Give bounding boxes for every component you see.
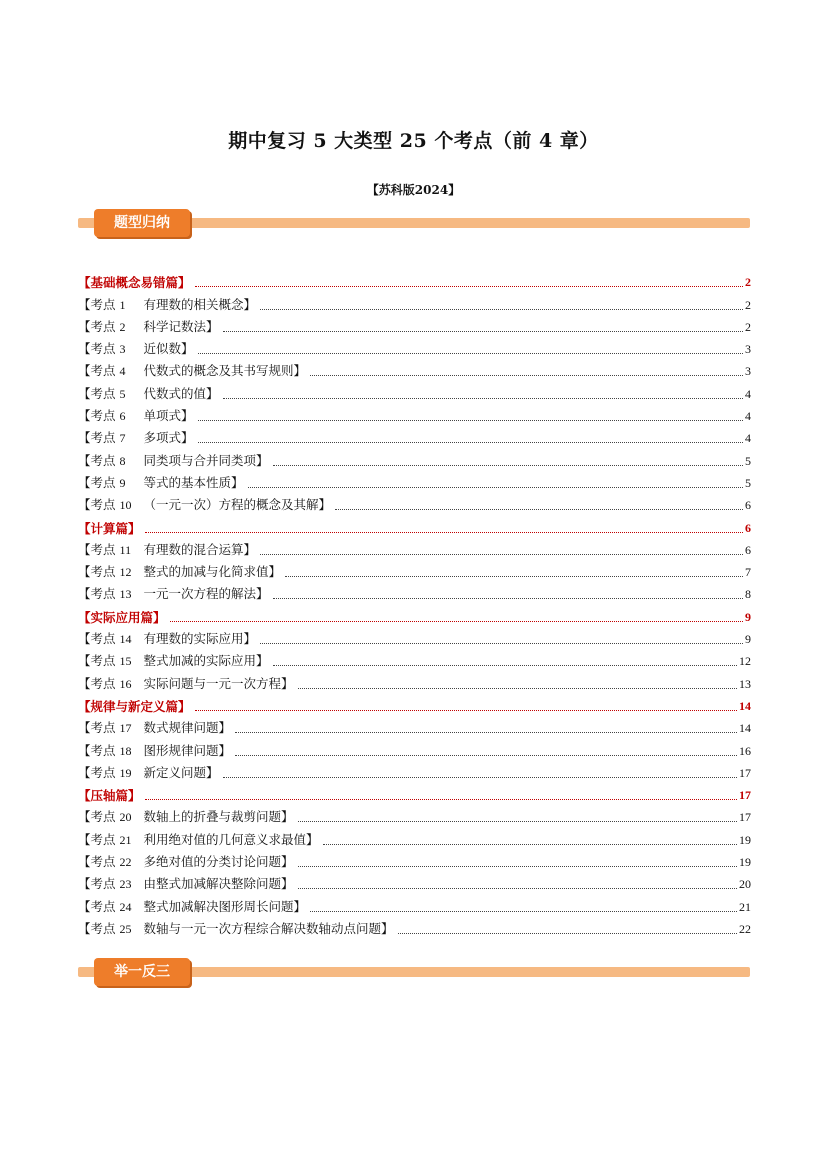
toc-item-prefix: 【考点 <box>78 452 116 468</box>
toc-leader-dots <box>298 887 737 889</box>
toc-page-number: 16 <box>739 743 751 758</box>
toc-leader-dots <box>260 308 743 310</box>
toc-item-row[interactable] <box>78 825 751 847</box>
toc-item-row[interactable] <box>78 848 751 870</box>
banner-label: 举一反三 <box>94 958 190 986</box>
toc-item-number: 20 <box>119 810 132 825</box>
toc-item-label <box>78 542 256 558</box>
toc-item-prefix: 【考点 <box>78 764 116 780</box>
toc-item-number: 8 <box>119 453 126 468</box>
toc-item-label <box>78 720 231 736</box>
toc-leader-dots <box>145 798 737 800</box>
toc-item-label <box>78 497 331 513</box>
toc-leader-dots <box>195 285 743 287</box>
toc-page-number: 17 <box>739 788 751 803</box>
toc-item-number: 11 <box>119 542 132 557</box>
toc-item-text: 同类项与合并同类项】 <box>143 452 269 468</box>
toc-item-prefix: 【考点 <box>78 296 116 312</box>
toc-item-row[interactable] <box>78 759 751 781</box>
toc-item-number: 2 <box>119 319 126 334</box>
toc-category-row[interactable] <box>78 781 751 803</box>
toc-item-text: 实际问题与一元一次方程】 <box>143 675 294 691</box>
toc-item-row[interactable] <box>78 290 751 312</box>
toc-page-number: 3 <box>745 364 751 379</box>
toc-item-number: 18 <box>119 743 132 758</box>
toc-item-row[interactable] <box>78 536 751 558</box>
toc-leader-dots <box>298 865 737 867</box>
toc-item-number: 3 <box>119 342 126 357</box>
toc-page-number: 5 <box>745 453 751 468</box>
toc-page-number: 14 <box>739 721 751 736</box>
toc-item-row[interactable] <box>78 469 751 491</box>
toc-item-row[interactable] <box>78 915 751 937</box>
toc-item-label <box>78 631 256 647</box>
toc-item-label <box>78 475 244 491</box>
toc-leader-dots <box>273 464 743 466</box>
toc-category-label: 【实际应用篇】 <box>78 609 166 625</box>
toc-category-row[interactable] <box>78 602 751 624</box>
toc-page-number: 9 <box>745 609 751 624</box>
toc-page-number: 22 <box>739 921 751 936</box>
toc-item-prefix: 【考点 <box>78 920 116 936</box>
toc-item-label <box>78 341 194 357</box>
toc-leader-dots <box>273 597 743 599</box>
toc-leader-dots <box>198 419 743 421</box>
toc-item-row[interactable] <box>78 402 751 424</box>
page-title: 期中复习 5 大类型 25 个考点（前 4 章） <box>228 130 599 152</box>
toc-item-row[interactable] <box>78 313 751 335</box>
toc-leader-dots <box>398 932 737 934</box>
toc-leader-dots <box>248 486 743 488</box>
toc-item-prefix: 【考点 <box>78 497 116 513</box>
toc-item-text: 多绝对值的分类讨论问题】 <box>143 854 294 870</box>
toc-item-number: 5 <box>119 386 126 401</box>
toc-item-text: 图形规律问题】 <box>143 742 232 758</box>
toc-item-label <box>78 586 269 602</box>
toc-item-text: 代数式的概念及其书写规则】 <box>143 363 307 379</box>
toc-page-number: 8 <box>745 587 751 602</box>
toc-item-row[interactable] <box>78 870 751 892</box>
toc-item-text: 科学记数法】 <box>143 318 219 334</box>
toc-item-row[interactable] <box>78 714 751 736</box>
toc-leader-dots <box>170 620 743 622</box>
toc-item-number: 12 <box>119 565 132 580</box>
toc-item-prefix: 【考点 <box>78 363 116 379</box>
toc-item-number: 19 <box>119 765 132 780</box>
toc-category-row[interactable] <box>78 692 751 714</box>
toc-item-number: 1 <box>119 297 126 312</box>
section-banner-examples <box>78 958 750 988</box>
toc-item-row[interactable] <box>78 736 751 758</box>
toc-category-label: 【计算篇】 <box>78 520 141 536</box>
toc-item-label <box>78 319 219 335</box>
toc-item-label <box>78 386 219 402</box>
toc-leader-dots <box>145 531 743 533</box>
toc-page-number: 3 <box>745 342 751 357</box>
toc-item-number: 16 <box>119 676 132 691</box>
toc-category-label: 【规律与新定义篇】 <box>78 698 191 714</box>
toc-item-number: 22 <box>119 855 132 870</box>
toc-item-prefix: 【考点 <box>78 720 116 736</box>
toc-item-text: 数式规律问题】 <box>143 720 232 736</box>
toc-item-number: 17 <box>119 721 132 736</box>
toc-page-number: 4 <box>745 431 751 446</box>
toc-item-number: 21 <box>119 832 132 847</box>
toc-item-number: 23 <box>119 877 132 892</box>
toc-item-prefix: 【考点 <box>78 631 116 647</box>
toc-item-number: 7 <box>119 431 126 446</box>
toc-item-label <box>78 564 281 580</box>
toc-page-number: 12 <box>739 654 751 669</box>
toc-item-prefix: 【考点 <box>78 430 116 446</box>
toc-item-prefix: 【考点 <box>78 474 116 490</box>
table-of-contents <box>78 268 751 937</box>
toc-page-number: 20 <box>739 877 751 892</box>
toc-item-label <box>78 653 269 669</box>
toc-item-label <box>78 921 394 937</box>
toc-item-text: （一元一次）方程的概念及其解】 <box>143 497 332 513</box>
toc-item-label <box>78 743 231 759</box>
toc-page-number: 6 <box>745 520 751 535</box>
toc-page-number: 6 <box>745 542 751 557</box>
toc-item-row[interactable] <box>78 335 751 357</box>
toc-item-label <box>78 876 294 892</box>
banner-label: 题型归纳 <box>94 209 190 237</box>
toc-item-text: 单项式】 <box>143 408 194 424</box>
toc-item-prefix: 【考点 <box>78 898 116 914</box>
toc-item-prefix: 【考点 <box>78 653 116 669</box>
toc-item-row[interactable] <box>78 669 751 691</box>
toc-item-label <box>78 809 294 825</box>
toc-item-number: 25 <box>119 921 132 936</box>
toc-leader-dots <box>223 776 737 778</box>
toc-category-label: 【基础概念易错篇】 <box>78 275 191 291</box>
toc-leader-dots <box>235 731 737 733</box>
toc-page-number: 4 <box>745 386 751 401</box>
toc-leader-dots <box>310 374 743 376</box>
toc-category-row[interactable] <box>78 268 751 290</box>
edition-subtitle: 【苏科版2024】 <box>366 183 461 197</box>
toc-category-row[interactable] <box>78 513 751 535</box>
toc-item-prefix: 【考点 <box>78 385 116 401</box>
toc-item-number: 9 <box>119 475 126 490</box>
toc-item-text: 多项式】 <box>143 430 194 446</box>
toc-item-label <box>78 430 194 446</box>
toc-item-text: 新定义问题】 <box>143 764 219 780</box>
toc-item-row[interactable] <box>78 558 751 580</box>
toc-item-prefix: 【考点 <box>78 586 116 602</box>
toc-item-number: 4 <box>119 364 126 379</box>
toc-item-label <box>78 765 219 781</box>
toc-leader-dots <box>260 553 743 555</box>
toc-item-prefix: 【考点 <box>78 341 116 357</box>
toc-item-row[interactable] <box>78 892 751 914</box>
toc-item-label <box>78 854 294 870</box>
toc-item-row[interactable] <box>78 647 751 669</box>
toc-page-number: 13 <box>739 676 751 691</box>
toc-item-prefix: 【考点 <box>78 541 116 557</box>
toc-page-number: 19 <box>739 855 751 870</box>
section-banner-summary <box>78 209 750 239</box>
toc-item-text: 一元一次方程的解法】 <box>143 586 269 602</box>
toc-page-number: 2 <box>745 275 751 290</box>
toc-item-label <box>78 832 319 848</box>
toc-leader-dots <box>298 820 737 822</box>
toc-item-prefix: 【考点 <box>78 854 116 870</box>
toc-item-text: 有理数的混合运算】 <box>143 541 257 557</box>
toc-item-prefix: 【考点 <box>78 408 116 424</box>
toc-item-label <box>78 453 269 469</box>
toc-item-label <box>78 408 194 424</box>
toc-item-number: 24 <box>119 899 132 914</box>
toc-item-row[interactable] <box>78 625 751 647</box>
toc-page-number: 17 <box>739 765 751 780</box>
toc-page-number: 19 <box>739 832 751 847</box>
toc-item-text: 利用绝对值的几何意义求最值】 <box>143 831 319 847</box>
toc-item-text: 有理数的相关概念】 <box>143 296 257 312</box>
toc-page-number: 9 <box>745 632 751 647</box>
toc-item-row[interactable] <box>78 491 751 513</box>
toc-page-number: 6 <box>745 498 751 513</box>
toc-page-number: 2 <box>745 319 751 334</box>
toc-item-prefix: 【考点 <box>78 564 116 580</box>
toc-leader-dots <box>298 687 737 689</box>
toc-leader-dots <box>323 843 737 845</box>
toc-page-number: 4 <box>745 409 751 424</box>
toc-item-text: 数轴与一元一次方程综合解决数轴动点问题】 <box>143 920 394 936</box>
toc-leader-dots <box>235 754 737 756</box>
toc-item-prefix: 【考点 <box>78 318 116 334</box>
toc-item-text: 整式加减的实际应用】 <box>143 653 269 669</box>
toc-leader-dots <box>223 330 743 332</box>
toc-leader-dots <box>198 352 743 354</box>
toc-leader-dots <box>195 709 737 711</box>
toc-page-number: 7 <box>745 565 751 580</box>
toc-item-prefix: 【考点 <box>78 742 116 758</box>
toc-leader-dots <box>273 664 737 666</box>
toc-item-number: 10 <box>119 498 132 513</box>
toc-page-number: 2 <box>745 297 751 312</box>
toc-item-prefix: 【考点 <box>78 831 116 847</box>
toc-item-label <box>78 363 306 379</box>
toc-leader-dots <box>310 910 737 912</box>
toc-leader-dots <box>285 575 743 577</box>
toc-item-number: 6 <box>119 409 126 424</box>
toc-item-row[interactable] <box>78 580 751 602</box>
toc-leader-dots <box>223 397 743 399</box>
toc-item-text: 等式的基本性质】 <box>143 474 244 490</box>
toc-page-number: 14 <box>739 698 751 713</box>
toc-page-number: 17 <box>739 810 751 825</box>
toc-leader-dots <box>198 441 743 443</box>
toc-leader-dots <box>260 642 743 644</box>
toc-item-text: 整式加减解决图形周长问题】 <box>143 898 307 914</box>
toc-item-text: 数轴上的折叠与裁剪问题】 <box>143 809 294 825</box>
toc-item-row[interactable] <box>78 379 751 401</box>
toc-item-text: 近似数】 <box>143 341 194 357</box>
toc-category-label: 【压轴篇】 <box>78 788 141 804</box>
toc-item-row[interactable] <box>78 446 751 468</box>
toc-item-text: 整式的加减与化简求值】 <box>143 564 282 580</box>
toc-item-row[interactable] <box>78 803 751 825</box>
toc-item-prefix: 【考点 <box>78 675 116 691</box>
toc-item-prefix: 【考点 <box>78 809 116 825</box>
toc-item-number: 14 <box>119 632 132 647</box>
toc-item-label <box>78 297 256 313</box>
toc-item-prefix: 【考点 <box>78 876 116 892</box>
toc-item-text: 由整式加减解决整除问题】 <box>143 876 294 892</box>
toc-item-text: 代数式的值】 <box>143 385 219 401</box>
toc-item-number: 15 <box>119 654 132 669</box>
toc-leader-dots <box>335 508 743 510</box>
toc-page-number: 5 <box>745 475 751 490</box>
toc-item-row[interactable] <box>78 357 751 379</box>
toc-item-text: 有理数的实际应用】 <box>143 631 257 647</box>
toc-item-label <box>78 899 306 915</box>
toc-page-number: 21 <box>739 899 751 914</box>
toc-item-row[interactable] <box>78 424 751 446</box>
toc-item-number: 13 <box>119 587 132 602</box>
toc-item-label <box>78 676 294 692</box>
